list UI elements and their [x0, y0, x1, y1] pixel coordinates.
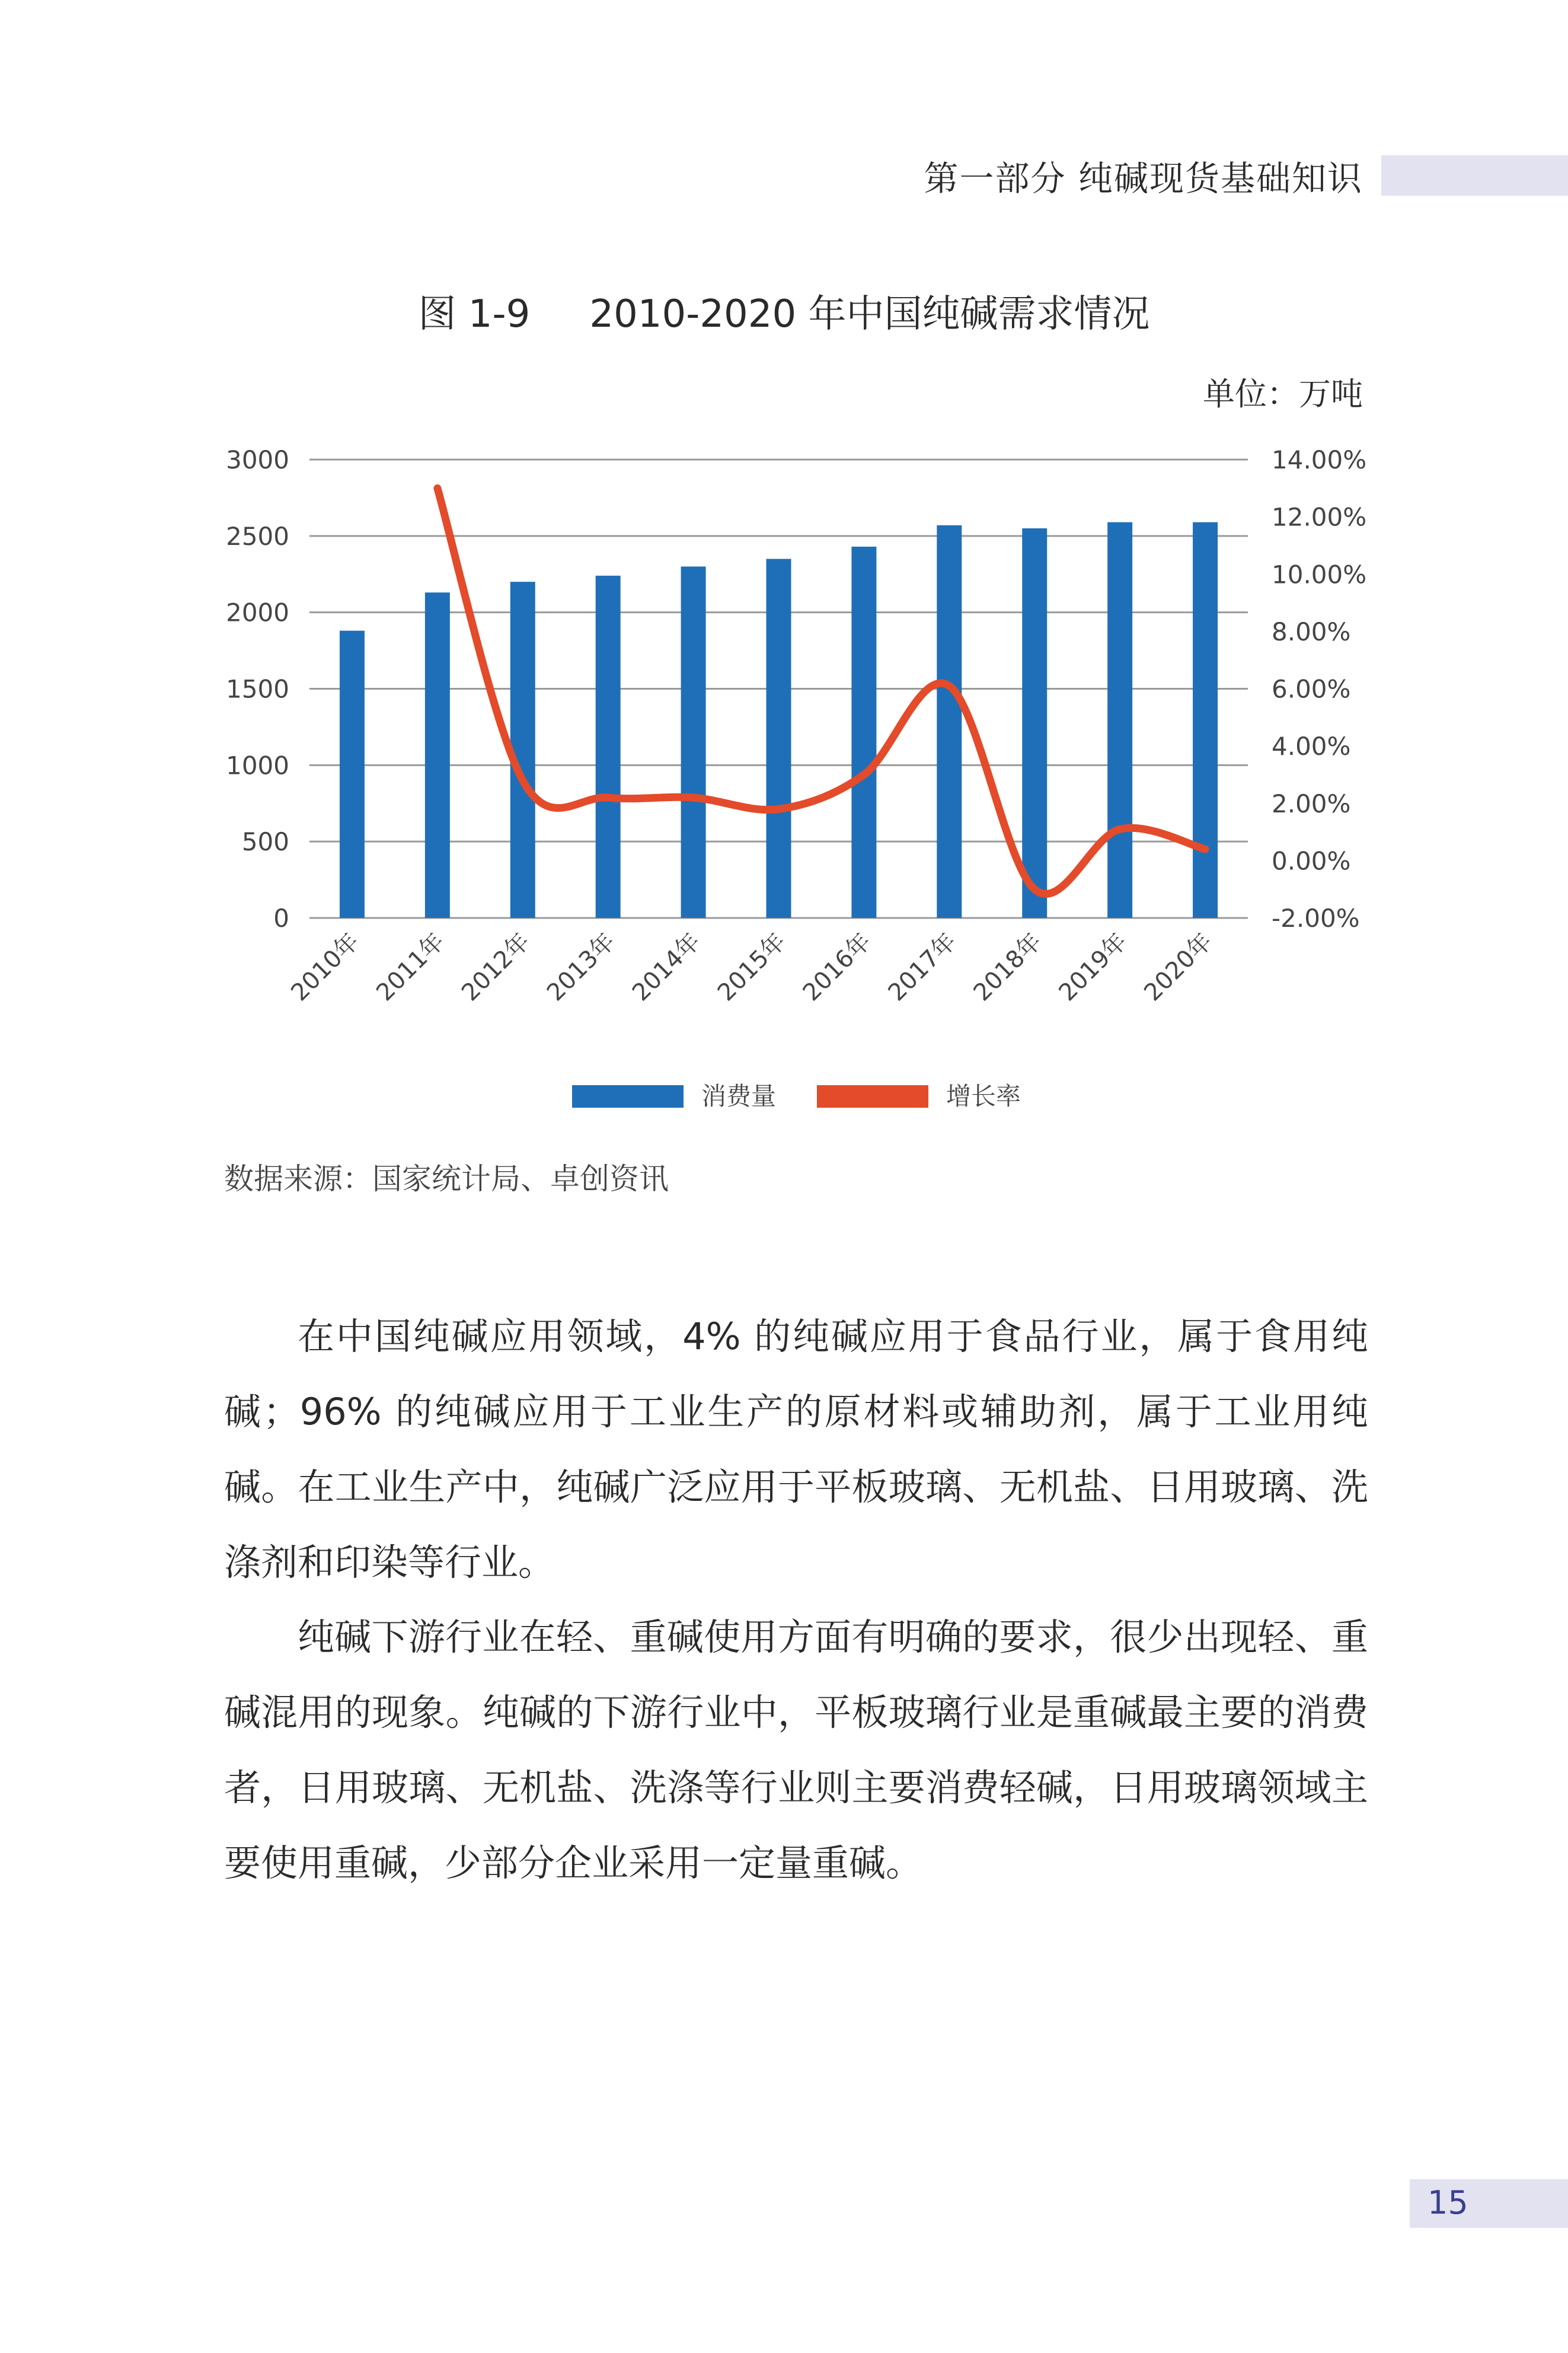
bar: [681, 566, 706, 918]
legend-label: 消费量: [701, 1082, 777, 1111]
bar: [596, 576, 621, 918]
bar: [510, 582, 535, 918]
x-axis-ticks: [286, 928, 1218, 1007]
left-axis-ticks: [226, 445, 289, 933]
header-accent-bar: [1381, 155, 1568, 196]
growth-rate-line: [437, 488, 1205, 894]
right-tick-label: 2.00%: [1272, 789, 1351, 818]
paragraph-1: 在中国纯碱应用领域，4% 的纯碱应用于食品行业，属于食用纯碱；96% 的纯碱应用于工业生产的原材料或辅助剂，属于工业用纯碱。在工业生产中，纯碱广泛应用于平板玻璃、无机盐、日用玻璃、洗涤剂和印染等行业。: [224, 1315, 1368, 1584]
figure-title: 2010-2020 年中国纯碱需求情况: [589, 292, 1150, 336]
chart-legend: [572, 1082, 1021, 1111]
legend-label: 增长率: [946, 1082, 1021, 1111]
unit-label: 单位：万吨: [1203, 375, 1363, 413]
right-tick-label: 14.00%: [1272, 445, 1367, 474]
x-tick-label: 2011年: [371, 927, 450, 1007]
x-tick-label: 2017年: [883, 927, 962, 1007]
bar: [937, 525, 962, 918]
right-tick-label: 6.00%: [1272, 674, 1351, 704]
figure-number: 图 1-9: [418, 292, 531, 336]
x-tick-label: 2019年: [1053, 927, 1133, 1007]
paragraph-2: 纯碱下游行业在轻、重碱使用方面有明确的要求，很少出现轻、重碱混用的现象。纯碱的下游行业中，平板玻璃行业是重碱最主要的消费者，日用玻璃、无机盐、洗涤等行业则主要消费轻碱，日用玻璃领域主要使用重碱，少部分企业采用一定量重碱。: [224, 1615, 1368, 1885]
bar: [425, 592, 450, 918]
right-axis-ticks: [1272, 445, 1366, 933]
x-tick-label: 2018年: [968, 927, 1048, 1007]
left-tick-label: 2000: [226, 598, 289, 627]
figure-title-line: [0, 283, 1568, 338]
legend-swatch: [572, 1085, 684, 1108]
left-tick-label: 500: [241, 827, 289, 857]
x-tick-label: 2016年: [797, 927, 877, 1007]
x-tick-label: 2020年: [1139, 927, 1218, 1007]
right-tick-label: 10.00%: [1272, 560, 1367, 589]
left-tick-label: 1000: [226, 751, 289, 780]
x-tick-label: 2010年: [286, 927, 365, 1007]
bar: [1022, 528, 1047, 918]
line-series: [437, 488, 1205, 894]
x-tick-label: 2014年: [627, 927, 706, 1007]
section-header: 第一部分 纯碱现货基础知识: [924, 158, 1363, 199]
right-tick-label: 0.00%: [1272, 846, 1351, 876]
left-tick-label: 0: [273, 904, 289, 933]
left-tick-label: 2500: [226, 521, 289, 551]
right-tick-label: 8.00%: [1272, 617, 1351, 646]
right-tick-label: 4.00%: [1272, 732, 1351, 761]
left-tick-label: 1500: [226, 674, 289, 704]
right-tick-label: -2.00%: [1272, 904, 1360, 933]
bar: [851, 547, 876, 918]
x-tick-label: 2012年: [456, 927, 535, 1007]
x-tick-label: 2015年: [712, 927, 791, 1007]
bar: [340, 631, 365, 918]
right-tick-label: 12.00%: [1272, 502, 1367, 532]
data-source: 数据来源：国家统计局、卓创资讯: [224, 1162, 669, 1196]
bar: [1107, 522, 1132, 918]
bar: [767, 559, 791, 918]
x-tick-label: 2013年: [541, 927, 621, 1007]
bar: [1193, 522, 1218, 918]
left-tick-label: 3000: [226, 445, 289, 474]
page-number: 15: [1428, 2184, 1468, 2221]
legend-swatch: [817, 1085, 928, 1108]
demand-chart: [0, 415, 1568, 1139]
